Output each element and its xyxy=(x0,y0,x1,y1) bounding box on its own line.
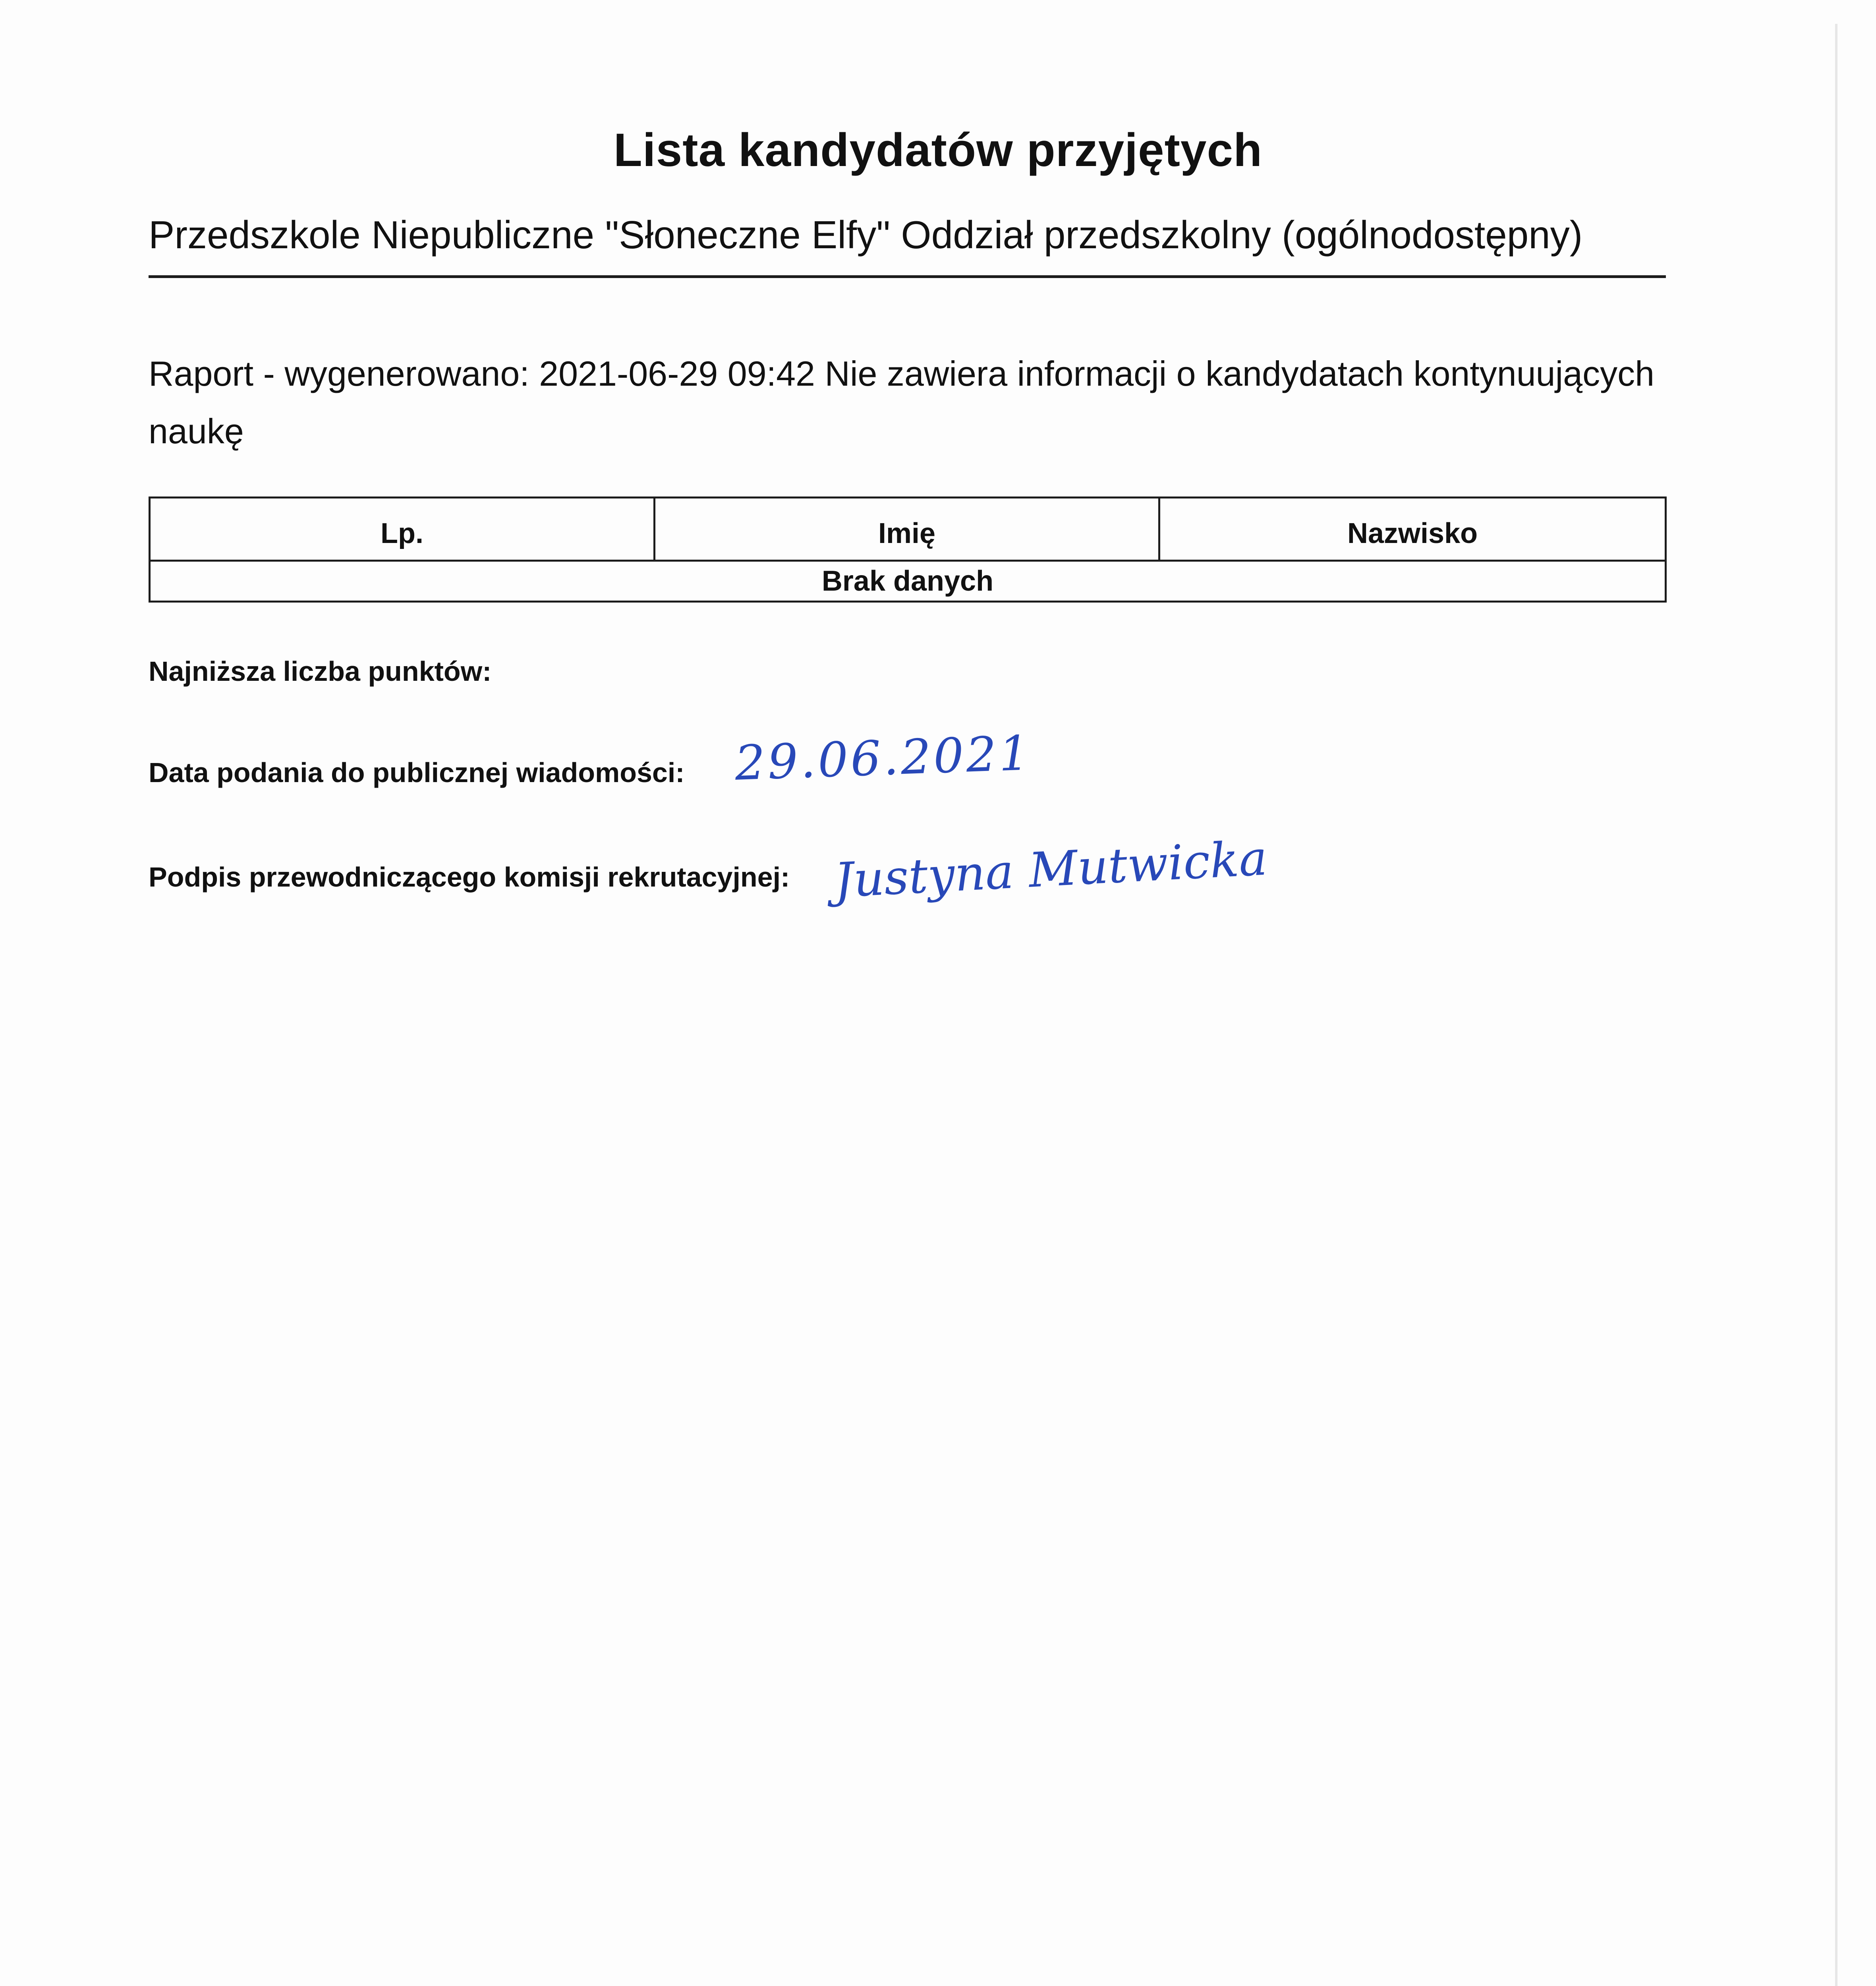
handwritten-publication-date: 29.06.2021 xyxy=(734,726,1033,791)
no-data-message: Brak danych xyxy=(150,561,1666,602)
subtitle-underline xyxy=(149,275,1666,278)
signature-label: Podpis przewodniczącego komisji rekrutacyjnej: xyxy=(149,862,790,893)
institution-subtitle: Przedszkole Niepubliczne "Słoneczne Elfy" Oddział przedszkolny (ogólnodostępny) xyxy=(149,213,1583,257)
candidates-table xyxy=(149,496,1667,603)
column-header-first-name: Imię xyxy=(655,498,1159,561)
handwritten-signature: Justyna Mutwicka xyxy=(833,831,1269,909)
column-header-lp: Lp. xyxy=(150,498,655,561)
document-title: Lista kandydatów przyjętych xyxy=(613,124,1263,176)
table-header-row xyxy=(150,498,1666,561)
table-row xyxy=(150,561,1666,602)
scan-edge-artifact xyxy=(1835,24,1837,1986)
column-header-last-name: Nazwisko xyxy=(1159,498,1666,561)
min-points-label: Najniższa liczba punktów: xyxy=(149,656,492,687)
report-generated-note: Raport - wygenerowano: 2021-06-29 09:42 Nie zawiera informacji o kandydatach kontynuujących naukę xyxy=(149,354,1655,451)
publication-date-label: Data podania do publicznej wiadomości: xyxy=(149,757,685,788)
